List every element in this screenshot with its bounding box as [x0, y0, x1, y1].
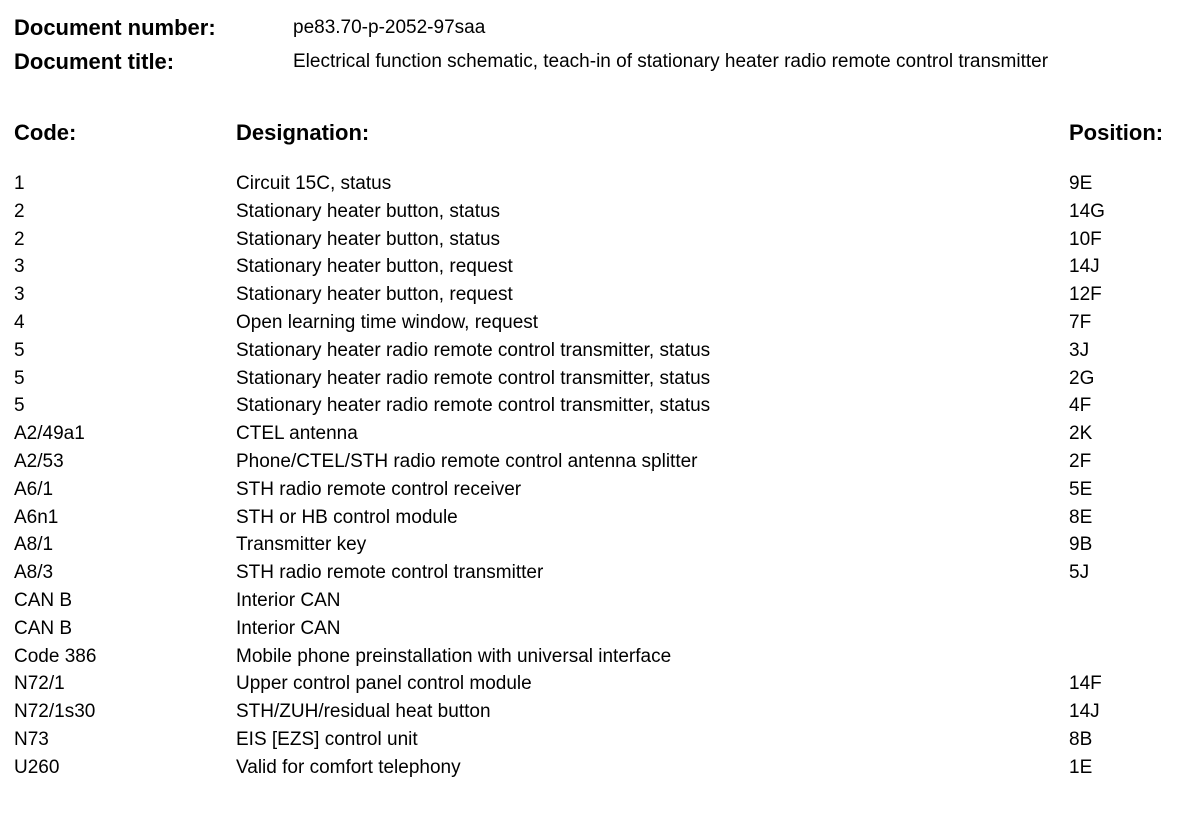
row-position: 2K	[1069, 423, 1093, 445]
position-column-header: Position:	[1069, 120, 1164, 145]
table-row	[0, 198, 1188, 226]
row-position: 2G	[1069, 367, 1095, 389]
row-code: A6n1	[14, 506, 59, 528]
row-designation: STH radio remote control receiver	[236, 478, 522, 500]
row-designation: Valid for comfort telephony	[236, 756, 461, 778]
row-code: N72/1	[14, 673, 65, 695]
table-row	[0, 587, 1188, 615]
row-position: 4F	[1069, 395, 1092, 417]
row-position: 14F	[1069, 673, 1102, 695]
row-code: 3	[14, 256, 25, 278]
table-row	[0, 420, 1188, 448]
table-row	[0, 698, 1188, 726]
table-header	[0, 118, 1188, 148]
row-position: 5J	[1069, 562, 1090, 584]
row-designation: EIS [EZS] control unit	[236, 728, 418, 750]
table-row	[0, 504, 1188, 532]
row-designation: Stationary heater radio remote control transmitter, status	[236, 339, 711, 361]
table-row	[0, 476, 1188, 504]
legend-table-body	[0, 170, 1188, 782]
row-designation: Transmitter key	[236, 534, 367, 556]
row-position: 9B	[1069, 534, 1093, 556]
row-code: A8/1	[14, 534, 54, 556]
row-code: 2	[14, 200, 25, 222]
row-designation: Stationary heater button, status	[236, 228, 501, 250]
table-row	[0, 226, 1188, 254]
row-position: 12F	[1069, 284, 1102, 306]
document-title-label: Document title:	[14, 49, 175, 74]
row-code: 1	[14, 173, 25, 194]
table-row	[0, 170, 1188, 198]
row-position: 9E	[1069, 173, 1093, 194]
row-code: N72/1s30	[14, 701, 96, 723]
row-position: 8E	[1069, 506, 1093, 528]
row-designation: Stationary heater button, request	[236, 256, 513, 278]
row-code: CAN B	[14, 617, 73, 639]
table-row	[0, 670, 1188, 698]
row-designation: STH or HB control module	[236, 506, 458, 528]
designation-column-header: Designation:	[236, 120, 370, 145]
row-code: Code 386	[14, 645, 97, 667]
row-designation: STH radio remote control transmitter	[236, 562, 544, 584]
row-code: 4	[14, 311, 25, 333]
table-row	[0, 281, 1188, 309]
row-designation: Upper control panel control module	[236, 673, 532, 695]
document-title-row	[14, 47, 1048, 77]
row-position: 14J	[1069, 701, 1100, 723]
row-code: A8/3	[14, 562, 54, 584]
table-row	[0, 531, 1188, 559]
table-row	[0, 559, 1188, 587]
table-row	[0, 337, 1188, 365]
row-position: 14G	[1069, 200, 1105, 222]
row-position: 7F	[1069, 311, 1092, 333]
row-position: 5E	[1069, 478, 1093, 500]
row-code: 5	[14, 395, 25, 417]
row-code: CAN B	[14, 589, 73, 611]
row-position: 3J	[1069, 339, 1090, 361]
row-designation: Stationary heater radio remote control transmitter, status	[236, 367, 711, 389]
row-designation: Circuit 15C, status	[236, 173, 392, 194]
document-number-value: pe83.70-p-2052-97saa	[293, 17, 486, 38]
row-designation: Phone/CTEL/STH radio remote control antenna splitter	[236, 450, 698, 472]
table-row	[0, 253, 1188, 281]
row-designation: Interior CAN	[236, 589, 341, 611]
row-code: U260	[14, 756, 60, 778]
row-designation: Stationary heater radio remote control transmitter, status	[236, 395, 711, 417]
document-number-label: Document number:	[14, 15, 216, 40]
document-number-row	[14, 13, 485, 43]
table-row	[0, 615, 1188, 643]
row-position: 14J	[1069, 256, 1100, 278]
row-code: A2/53	[14, 450, 64, 472]
table-row	[0, 643, 1188, 671]
row-code: A2/49a1	[14, 423, 85, 445]
row-code: 3	[14, 284, 25, 306]
table-row	[0, 754, 1188, 782]
row-code: 5	[14, 339, 25, 361]
row-designation: Open learning time window, request	[236, 311, 539, 333]
row-position: 10F	[1069, 228, 1102, 250]
table-row	[0, 448, 1188, 476]
row-designation: Interior CAN	[236, 617, 341, 639]
table-row	[0, 392, 1188, 420]
row-code: A6/1	[14, 478, 54, 500]
row-code: N73	[14, 728, 49, 750]
table-row	[0, 309, 1188, 337]
row-designation: STH/ZUH/residual heat button	[236, 701, 491, 723]
row-designation: Mobile phone preinstallation with universal interface	[236, 645, 672, 667]
code-column-header: Code:	[14, 120, 77, 145]
row-code: 5	[14, 367, 25, 389]
document-title-value: Electrical function schematic, teach-in of stationary heater radio remote control transmitter	[293, 51, 1049, 72]
row-designation: CTEL antenna	[236, 423, 358, 445]
row-position: 2F	[1069, 450, 1092, 472]
table-row	[0, 365, 1188, 393]
row-position: 8B	[1069, 728, 1093, 750]
row-position: 1E	[1069, 756, 1093, 778]
row-designation: Stationary heater button, request	[236, 284, 513, 306]
row-designation: Stationary heater button, status	[236, 200, 501, 222]
row-code: 2	[14, 228, 25, 250]
table-row	[0, 726, 1188, 754]
